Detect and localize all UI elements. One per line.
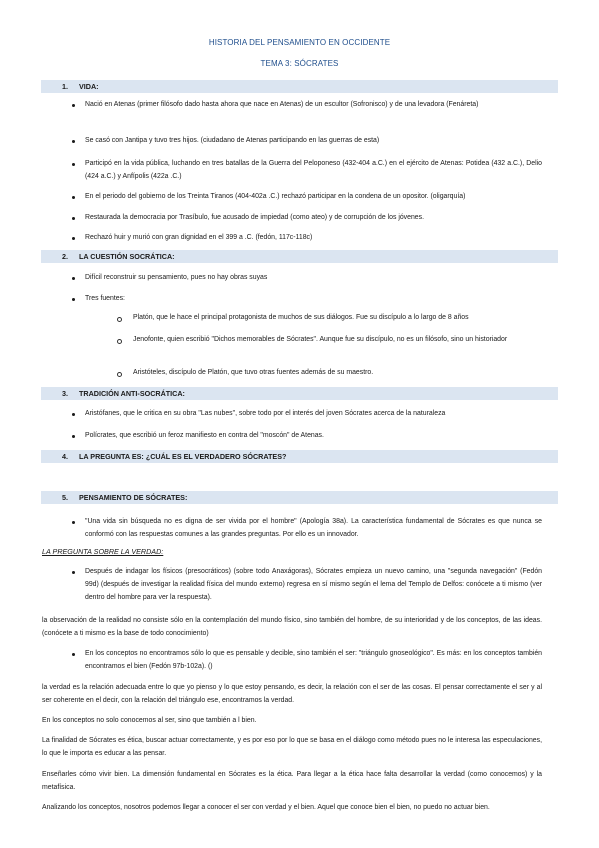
sub-bullet-icon	[117, 317, 122, 322]
list-item: Rechazó huir y murió con gran dignidad en el 399 a .C. (fedón, 117c-118c)	[85, 234, 313, 241]
paragraph: Analizando los conceptos, nosotros podemos llegar a conocer el ser con verdad y el bien. Aquel que conoce bien el bien, no puedo no actuar bien.	[42, 804, 490, 811]
section-number: 5.	[62, 493, 68, 502]
subsection-label: LA PREGUNTA SOBRE LA VERDAD:	[42, 547, 164, 556]
section-heading-vida: VIDA:	[79, 82, 99, 91]
list-item: "Una vida sin búsqueda no es digna de ser vivida por el hombre" (Apología 38a). La característica fundamental de Sócrates es que nunca se conformó con las respuestas comunes a las grandes preguntas. Por ello es un innovador.	[85, 518, 542, 538]
bullet-icon	[72, 196, 75, 199]
list-item: Restaurada la democracia por Trasíbulo, fue acusado de impiedad (como ateo) y de corrupción de los jóvenes.	[85, 214, 424, 221]
sub-list-item: Jenofonte, quien escribió "Dichos memorables de Sócrates". Aunque fue su discípulo, no es un filósofo, sino un historiador	[133, 336, 508, 343]
section-number: 3.	[62, 389, 68, 398]
list-item: Nació en Atenas (primer filósofo dado hasta ahora que nace en Atenas) de un escultor (Sofronisco) y de una levadora (Fenáreta)	[85, 101, 479, 108]
paragraph: En los conceptos no solo conocemos al ser, sino que también a l bien.	[42, 717, 257, 724]
bullet-icon	[72, 435, 75, 438]
section-heading-tradicion: TRADICIÓN ANTI-SOCRÁTICA:	[79, 389, 185, 398]
list-item: Se casó con Jantipa y tuvo tres hijos. (ciudadano de Atenas participando en las guerras de esta)	[85, 137, 380, 144]
section-number: 2.	[62, 252, 68, 261]
bullet-icon	[72, 104, 75, 107]
document-subtitle: TEMA 3: SÓCRATES	[260, 59, 339, 68]
paragraph: la verdad es la relación adecuada entre lo que yo pienso y lo que estoy pensando, es decir, la relación con el ser de las cosas. El pensar correctamente el ser y al ser coherente en el decir, con la relación del triángulo ese, encontramos la verdad.	[42, 684, 542, 704]
section-heading-pensamiento: PENSAMIENTO DE SÓCRATES:	[79, 493, 188, 502]
list-item: Tres fuentes:	[85, 295, 125, 302]
sub-bullet-icon	[117, 372, 122, 377]
paragraph: la observación de la realidad no consiste sólo en la contemplación del mundo físico, sino también del hombre, de su interioridad y de los conceptos, de las ideas. (conócete a ti mismo es la base de todo conocimiento)	[42, 617, 542, 637]
section-heading-band	[41, 80, 558, 93]
bullet-icon	[72, 298, 75, 301]
paragraph: La finalidad de Sócrates es ética, buscar actuar correctamente, y es por eso por lo que se basa en el diálogo como método pues no le interesa las especulaciones, lo que le importa es educar a las pensar.	[42, 737, 542, 757]
section-number: 1.	[62, 82, 68, 91]
bullet-icon	[72, 217, 75, 220]
sub-list-item: Aristóteles, discípulo de Platón, que tuvo otras fuentes además de su maestro.	[133, 369, 374, 376]
bullet-icon	[72, 521, 75, 524]
bullet-icon	[72, 277, 75, 280]
list-item: Polícrates, que escribió un feroz manifiesto en contra del "moscón" de Atenas.	[85, 432, 324, 439]
bullet-icon	[72, 163, 75, 166]
bullet-icon	[72, 140, 75, 143]
list-item: Difícil reconstruir su pensamiento, pues no hay obras suyas	[85, 274, 268, 281]
paragraph: Enseñarles cómo vivir bien. La dimensión fundamental en Sócrates es la ética. Para llegar a la ética hace falta desarrollar la verdad (como conocemos) y la metafísica.	[42, 771, 542, 791]
section-number: 4.	[62, 452, 68, 461]
bullet-icon	[72, 237, 75, 240]
bullet-icon	[72, 571, 75, 574]
bullet-icon	[72, 653, 75, 656]
list-item: Participó en la vida pública, luchando en tres batallas de la Guerra del Peloponeso (432-404 a.C.) en el ejército de Atenas: Potidea (432 a.C.), Delio (424 a.C.) y Anfípolis (422a .C.)	[85, 160, 542, 180]
sub-bullet-icon	[117, 339, 122, 344]
document-title: HISTORIA DEL PENSAMIENTO EN OCCIDENTE	[208, 38, 391, 47]
sub-list-item: Platón, que le hace el principal protagonista de muchos de sus diálogos. Fue su discípulo a lo largo de 8 años	[133, 314, 469, 321]
section-heading-pregunta: LA PREGUNTA ES: ¿CUÁL ES EL VERDADERO SÓCRATES?	[79, 452, 287, 461]
list-item: Aristófanes, que le critica en su obra "Las nubes", sobre todo por el interés del joven Sócrates acerca de la naturaleza	[85, 410, 446, 417]
section-heading-cuestion: LA CUESTIÓN SOCRÁTICA:	[79, 252, 175, 261]
list-item: En el periodo del gobierno de los Treinta Tiranos (404-402a .C.) rechazó participar en la condena de un opositor. (oligarquía)	[85, 193, 466, 200]
list-item: Después de indagar los físicos (presocráticos) (sobre todo Anaxágoras), Sócrates empieza un nuevo camino, una "segunda navegación" (Fedón 99d) (después de investigar la realidad física del mundo externo) regresa en sí mismo según el lema del Templo de Delfos: conócete a ti mismo (ver dentro del hombre para ver la respuesta).	[85, 568, 542, 601]
bullet-icon	[72, 413, 75, 416]
list-item: En los conceptos no encontramos sólo lo que es pensable y decible, sino también el ser: "triángulo gnoseológico". Es más: en los conceptos también encontramos el bien (Fedón 97b-102a). ()	[85, 650, 542, 670]
